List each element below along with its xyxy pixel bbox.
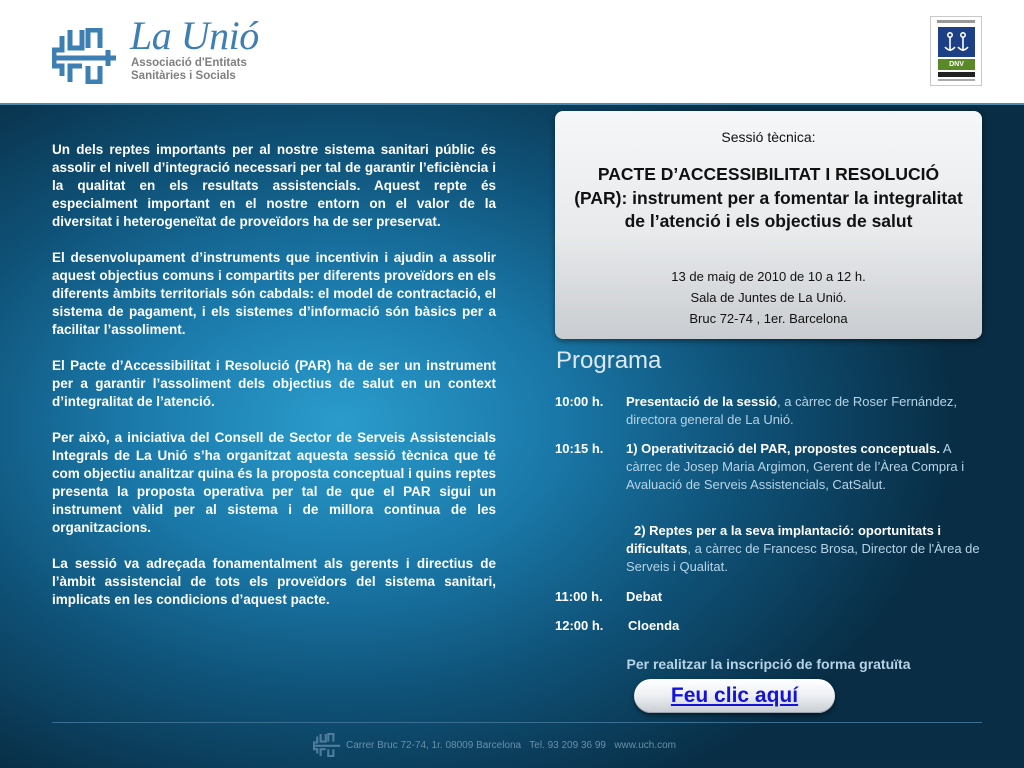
la-unio-logo-icon — [52, 28, 118, 84]
intro-paragraph: Per això, a iniciativa del Consell de Sector de Serveis Assistencials Integrals de La Unió s’ha organitzat aquesta sessió tècnica que té com objectiu analitzar quina és la proposta conceptual i quins reptes presenta la proposta operativa per tal de que el PAR sigui un instrument vàlid per al sistema i de millora continua de les organitzacions. — [52, 430, 496, 535]
footer-contact: Carrer Bruc 72-74, 1r. 08009 Barcelona Tel. 93 209 36 99 www.uch.com — [346, 740, 676, 751]
session-kicker: Sessió tècnica: — [721, 129, 816, 145]
logo-subtitle-line-1: Associació d'Entitats — [131, 57, 247, 69]
programme-item-desc: , a càrrec de Francesc Brosa, Director de l'Àrea de Serveis i Qualitat. — [626, 541, 980, 574]
programme-time: 12:00 h. — [555, 618, 604, 633]
intro-paragraph: Un dels reptes importants per al nostre sistema sanitari públic és assolir el nivell d’integració necessari per tal de garantir l’eficiència i la qualitat en els resultats assistencials. Aquest repte és especialment important en el nostre entorn on el valor de la diversitat i heterogeneïtat de proveïdors ha de ser preservat. — [52, 142, 496, 229]
divider — [0, 103, 1024, 105]
programme-item-desc: , a càrrec de Roser Fernández, directora general de La Unió. — [626, 394, 957, 427]
programme-item-desc: A càrrec de Josep Maria Argimon, Gerent de l’Àrea Compra i Avaluació de Serveis Assistencials, CatSalut. — [626, 441, 965, 492]
programme-item-title: Presentació de la sessió — [626, 394, 778, 409]
programme-item-title: 2) Reptes per a la seva implantació: oportunitats i dificultats — [626, 523, 942, 556]
footer-logo-icon — [313, 733, 341, 757]
intro-text — [52, 141, 496, 627]
footer-divider — [52, 722, 982, 723]
programme-item — [628, 617, 984, 635]
session-card — [555, 111, 982, 339]
programme-item — [626, 588, 982, 606]
programme-item — [626, 440, 982, 494]
certification-seal-icon — [930, 16, 982, 86]
programme-time: 10:15 h. — [555, 441, 604, 456]
session-address: Bruc 72-74 , 1er. Barcelona — [689, 311, 848, 326]
intro-paragraph: La sessió va adreçada fonamentalment als gerents i directius de l’àmbit assistencial de tots els proveïdors del sistema sanitari, implicats en les condicions d’aquest pacte. — [52, 556, 496, 607]
dnv-label: DNV — [938, 59, 975, 70]
programme-item — [626, 393, 982, 429]
programme-time: 10:00 h. — [555, 394, 604, 409]
session-date: 13 de maig de 2010 de 10 a 12 h. — [671, 269, 866, 284]
programme-item-title: 1) Operativització del PAR, propostes conceptuals. — [626, 441, 940, 456]
logo-subtitle-line-2: Sanitàries i Socials — [131, 70, 236, 82]
programme-time: 11:00 h. — [555, 589, 603, 604]
intro-paragraph: El Pacte d’Accessibilitat i Resolució (PAR) ha de ser un instrument per a garantir l’assoliment dels objectius de salut en un context d’integralitat de l’atenció. — [52, 358, 496, 409]
logo-subtitle — [131, 57, 247, 83]
header — [0, 0, 1024, 103]
logo-title: La Unió — [130, 13, 259, 58]
anchor-emblem-icon — [938, 27, 975, 57]
programme-heading: Programa — [556, 347, 662, 374]
programme-item-title: Debat — [626, 589, 663, 604]
intro-paragraph: El desenvolupament d’instruments que incentivin i ajudin a assolir aquest objectius comuns i compartits per diferents proveïdors en els diferents àmbits territorials són cabdals: el model de contractació, el sistema de pagament, i els sistemes d’informació són bàsics per a facilitar l’assoliment. — [52, 250, 496, 337]
programme-item — [626, 522, 982, 576]
session-title: PACTE D’ACCESSIBILITAT I RESOLUCIÓ (PAR): instrument per a fomentar la integralitat de l’atenció i els objectius de salut — [574, 164, 963, 231]
programme-item-title: Cloenda — [628, 618, 680, 633]
session-place: Sala de Juntes de La Unió. — [690, 290, 847, 305]
registration-invite: Per realitzar la inscripció de forma gratuïta — [626, 656, 911, 672]
register-button[interactable]: Feu clic aquí — [634, 679, 835, 713]
